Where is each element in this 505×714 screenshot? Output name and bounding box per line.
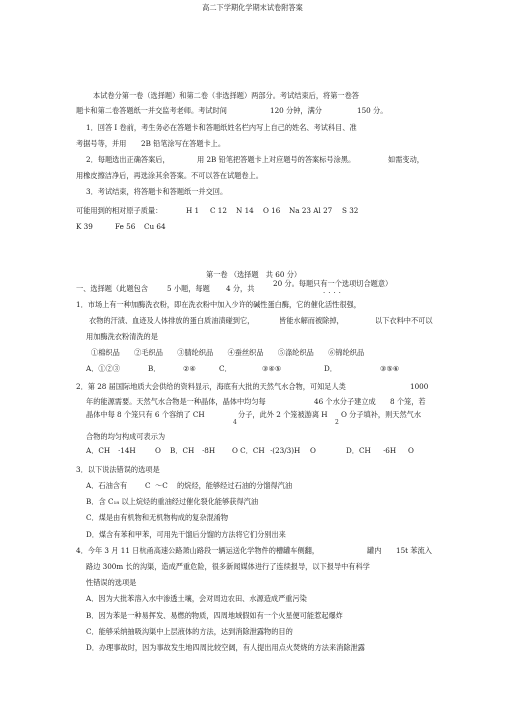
q4-stem-line-1b: 罐内 bbox=[367, 546, 382, 555]
q4-option-a: A．因为大批苯溶入水中渗透土壤，会对周边农田、水源造成严重污染 bbox=[86, 594, 307, 603]
q4-stem-line-1c: 15t 苯流入 bbox=[396, 546, 432, 555]
note-2-line-c: 如需变动， bbox=[388, 155, 424, 164]
q4-stem-line-3: 性错误的选项是 bbox=[86, 578, 137, 587]
q3-option-c: C．煤是由有机物和无机物构成的复杂混淆物 bbox=[86, 513, 229, 522]
note-1-line-a: 1．回答 I 卷前，考生务必在答题卡和答题纸姓名栏内写上自己的姓名、考试科目、准 bbox=[86, 123, 357, 132]
q1-option-c-label: C． bbox=[219, 364, 232, 373]
instructions-line-1: 本试卷分第一卷（选择题）和第二卷（非选择题）两部分。考试结束后，将第一卷答 bbox=[93, 91, 359, 100]
q1-stem-line-2b: 皆能水解而被除掉， bbox=[279, 316, 344, 325]
q3-option-d: D．煤含有苯和甲苯，可用先干馏后分馏的方法将它们分别出来 bbox=[86, 530, 286, 539]
q1-stem-line-2a: 衣物的汗渍、血迹及人体排放的蛋白质油渍碰到它， bbox=[89, 316, 255, 325]
note-3: 3．考试结束，将答题卡和答题纸一并交回。 bbox=[86, 187, 228, 196]
instructions-full-score: 150 分。 bbox=[357, 106, 388, 115]
q2-option-d: D．CH bbox=[346, 446, 371, 455]
q2-stem-line-2b: 46 个水分子建立成 bbox=[314, 397, 376, 406]
note-2-line-b: 用 2B 铅笔把答题卡上对应题号的答案标号涂黑。 bbox=[197, 155, 356, 164]
atomic-mass-o: O 16 bbox=[263, 206, 281, 215]
atomic-mass-s: S 32 bbox=[342, 206, 359, 215]
part1-intro-d: 20 分。每题只有一个选项切合题意） bbox=[273, 279, 393, 288]
q2-stem-line-3: 晶体中每 8 个笼只有 6 个容纳了 CH bbox=[86, 410, 205, 419]
atomic-mass-h: H 1 bbox=[186, 206, 200, 215]
q1-stem-line-3: 用加酶洗衣粉清洗的是 bbox=[86, 332, 158, 341]
q4-option-c: C．能够采纳抽吸沟渠中上层液体的方法，达到消除泄露物的目的 bbox=[86, 627, 293, 636]
q2-option-d-end: O bbox=[408, 446, 414, 455]
q2-option-d-part: ·6H bbox=[383, 446, 397, 455]
q2-stem-line-3b: 分子，此外 2 个笼被游离 H bbox=[238, 410, 328, 419]
subscript-4-mark: 4 bbox=[233, 419, 237, 426]
q2-stem-line-1b: 1000 bbox=[410, 382, 429, 391]
q2-option-c-part: ·(23/3)H bbox=[270, 446, 301, 455]
q2-stem-line-2: 年的能源需要。天然气水合物是一种晶体，晶体中均匀每 bbox=[86, 397, 266, 406]
q4-stem-line-1: 4．今年 3 月 11 日杭甬高速公路萧山路段一辆运送化学物件的槽罐车侧翻， bbox=[76, 546, 320, 555]
part1-intro-b: 5 小题，每题 bbox=[167, 284, 210, 293]
q2-option-a: A．CH bbox=[86, 446, 111, 455]
q2-stem-line-4: 合物的均匀构成可表示为 bbox=[86, 432, 166, 441]
note-2-line-a: 2．每题选出正确答案后， bbox=[86, 155, 170, 164]
q2-option-b-part: ·8H bbox=[202, 446, 216, 455]
part1-intro-c: 4 分，共 bbox=[226, 284, 255, 293]
q3-option-a-part1: A．石油含有 bbox=[86, 481, 128, 490]
q1-stem-line-1: 1．市场上有一种加酶洗衣粉，即在洗衣粉中加入少许的碱性蛋白酶，它的催化活性很强， bbox=[76, 300, 361, 309]
atomic-mass-c: C 12 bbox=[210, 206, 227, 215]
q2-stem-line-1: 2．第 28 届国际地质大会供给的资料显示，海底有大批的天然气水合物，可知足人类 bbox=[76, 382, 346, 391]
q2-stem-line-3c: O 分子填补，则天然气水 bbox=[341, 410, 422, 419]
q4-option-b: B．因为苯是一种易挥发、易燃的物质，四周地域假如有一个火星便可能惹起爆炸 bbox=[86, 611, 343, 620]
part1-intro-a: 一、选择题（此题包含 bbox=[76, 284, 148, 293]
q2-option-c-end: O bbox=[310, 446, 316, 455]
atomic-mass-na-al: Na 23 Al 27 bbox=[289, 206, 333, 215]
note-2-line-d: 用橡皮擦洁净后，再选涂其余答案。不可以答在试题卷上。 bbox=[76, 171, 263, 180]
q1-option-a: A．①②③ bbox=[86, 364, 120, 373]
q3-option-a-part4: 的烷烃，能够经过石油的分馏得汽油 bbox=[177, 481, 293, 490]
q3-option-b: B．含 C₁₈ 以上烷烃的重油经过催化裂化能够获得汽油 bbox=[86, 497, 259, 506]
q4-option-d: D．办理事故时，因为事故发生地四周比较空阔，有人提出用点火焚烧的方法来消除泄露 bbox=[86, 643, 365, 652]
instructions-line-2a: 题卡和第二卷答题纸一并交监考老师。考试时间 bbox=[76, 106, 227, 115]
q1-option-c-value: ③④⑤ bbox=[262, 364, 282, 373]
atomic-mass-k: K 39 bbox=[76, 222, 93, 231]
q3-stem: 3．以下说法错误的选项是 bbox=[76, 465, 160, 474]
q1-stem-line-2c: 以下衣料中不可以 bbox=[375, 316, 433, 325]
note-1-line-c: 2B 铅笔涂写在答题卡上。 bbox=[141, 139, 226, 148]
q1-option-b-label: B． bbox=[148, 364, 161, 373]
emphasis-dots: ···· bbox=[323, 289, 344, 297]
atomic-mass-n: N 14 bbox=[236, 206, 254, 215]
q1-items: ①棉织品 ②毛织品 ③腈纶织品 ④蚕丝织品 ⑤涤纶织品 ⑥锦纶织品 bbox=[91, 348, 365, 357]
subscript-2-mark: 2 bbox=[335, 419, 339, 426]
section-title: 第一卷 （选择题 共 60 分） bbox=[206, 270, 302, 279]
atomic-mass-label: 可能用到的相对原子质量： bbox=[76, 206, 163, 215]
q1-option-b-value: ②④ bbox=[183, 364, 196, 373]
q1-option-d-label: D． bbox=[324, 364, 337, 373]
q2-option-b: B．CH bbox=[170, 446, 195, 455]
q2-option-a-part: ·14H bbox=[118, 446, 136, 455]
q1-option-d-value: ③⑤⑥ bbox=[380, 364, 400, 373]
instructions-exam-time: 120 分钟，满分 bbox=[270, 106, 322, 115]
note-1-line-b: 考据号等，并用 bbox=[76, 139, 127, 148]
atomic-mass-cu: Cu 64 bbox=[144, 222, 166, 231]
atomic-mass-fe: Fe 56 bbox=[115, 222, 136, 231]
q2-option-c: O C．CH bbox=[232, 446, 265, 455]
q3-option-a-part2: C bbox=[145, 481, 151, 490]
page-header-title: 高二下学期化学期末试卷附答案 bbox=[202, 3, 303, 12]
q3-option-a-part3: ～C bbox=[155, 481, 168, 490]
q2-stem-line-2c: 8 个笼，若 bbox=[390, 397, 426, 406]
q4-stem-line-2: 路边 300m 长的沟渠，造成严重危险，很多新闻媒体进行了连续报导，以下报导中有科学 bbox=[86, 562, 370, 571]
q2-option-a-end: O bbox=[155, 446, 161, 455]
